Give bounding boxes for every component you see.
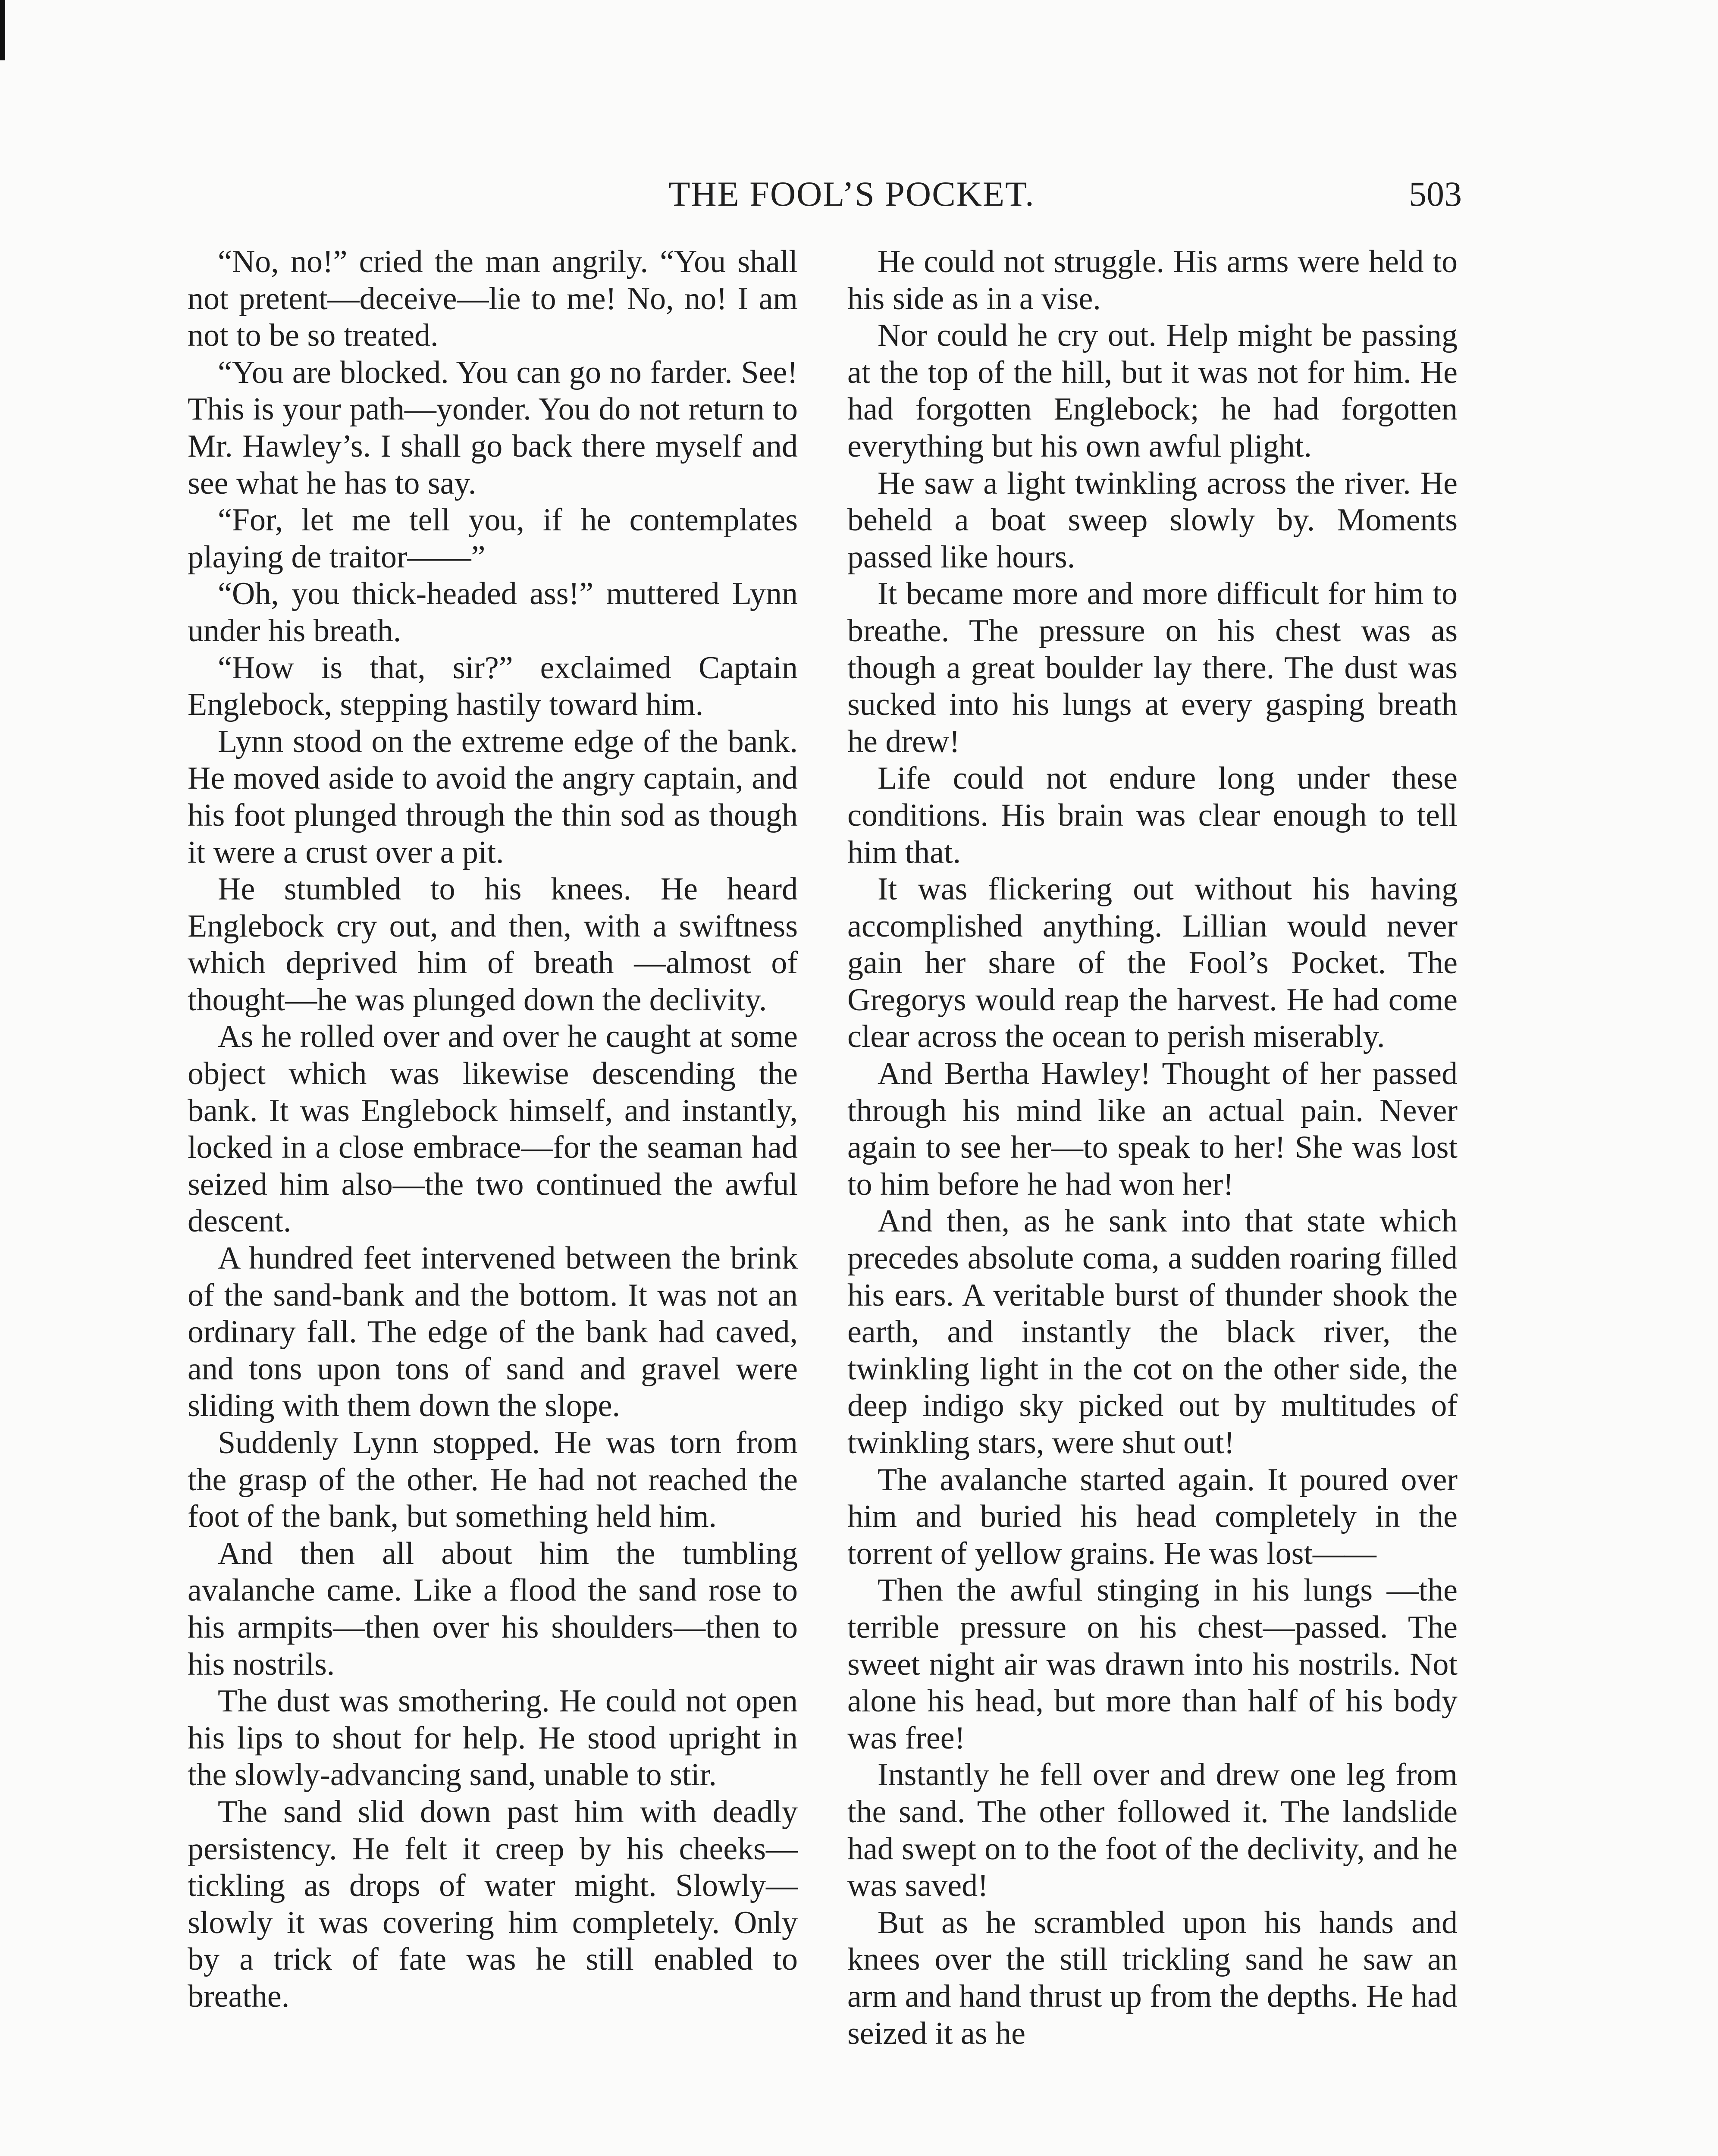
paragraph: As he rolled over and over he caught at some object which was likewise descending the bank. It was Englebock himself, and instantly, locked in a close embrace—for the seaman had seized him also—the two continued the awful descent. — [188, 1019, 798, 1239]
paragraph: The sand slid down past him with deadly persistency. He felt it creep by his cheeks—tickling as drops of water might. Slowly—slowly it was covering him completely. Only by a trick of fate was he still enabled to breathe. — [188, 1794, 798, 2014]
scan-edge-mark — [0, 0, 5, 60]
paragraph: And Bertha Hawley! Thought of her passed through his mind like an actual pain. Never again to see her—to speak to her! She was lost to him before he had won her! — [847, 1056, 1458, 1202]
paragraph: Nor could he cry out. Help might be passing at the top of the hill, but it was not for him. He had forgotten Englebock; he had forgotten everything but his own awful plight. — [847, 318, 1458, 464]
paragraph: He stumbled to his knees. He heard Englebock cry out, and then, with a swiftness which deprived him of breath —almost of thought—he was plunged down the declivity. — [188, 871, 798, 1018]
paragraph: He could not struggle. His arms were held to his side as in a vise. — [847, 244, 1458, 317]
paragraph: The dust was smothering. He could not open his lips to shout for help. He stood upright in the slowly-advancing sand, unable to stir. — [188, 1683, 798, 1793]
paragraph: Life could not endure long under these conditions. His brain was clear enough to tell him that. — [847, 761, 1458, 870]
paragraph: “No, no!” cried the man angrily. “You shall not pretent—deceive—lie to me! No, no! I am not to be so treated. — [188, 244, 798, 354]
paragraph: But as he scrambled upon his hands and knees over the still trickling sand he saw an arm and hand thrust up from the depths. He had seized it as he — [847, 1905, 1458, 2051]
paragraph: It was flickering out without his having accomplished anything. Lillian would never gain her share of the Fool’s Pocket. The Gregorys would reap the harvest. He had come clear across the ocean to perish miserably. — [847, 871, 1458, 1055]
paragraph: “For, let me tell you, if he contemplates playing de traitor——” — [188, 502, 798, 575]
paragraph: Lynn stood on the extreme edge of the bank. He moved aside to avoid the angry captain, and his foot plunged through the thin sod as though it were a crust over a pit. — [188, 724, 798, 870]
paragraph: “Oh, you thick-headed ass!” muttered Lynn under his breath. — [188, 576, 798, 649]
paragraph: “How is that, sir?” exclaimed Captain Englebock, stepping hastily toward him. — [188, 650, 798, 723]
paragraph: Suddenly Lynn stopped. He was torn from the grasp of the other. He had not reached the foot of the bank, but something held him. — [188, 1425, 798, 1535]
page-number: 503 — [1409, 174, 1462, 213]
paragraph: “You are blocked. You can go no farder. See! This is your path—yonder. You do not return to Mr. Hawley’s. I shall go back there myself and see what he has to say. — [188, 354, 798, 501]
paragraph: Instantly he fell over and drew one leg from the sand. The other followed it. The landslide had swept on to the foot of the declivity, and he was saved! — [847, 1757, 1458, 1904]
paragraph: And then, as he sank into that state which precedes absolute coma, a sudden roaring filled his ears. A veritable burst of thunder shook the earth, and instantly the black river, the twinkling light in the cot on the other side, the deep indigo sky picked out by multitudes of twinkling stars, were shut out! — [847, 1203, 1458, 1460]
paragraph: He saw a light twinkling across the river. He beheld a boat sweep slowly by. Moments passed like hours. — [847, 465, 1458, 575]
running-title: THE FOOL’S POCKET. — [668, 174, 1035, 213]
paragraph: A hundred feet intervened between the brink of the sand-bank and the bottom. It was not an ordinary fall. The edge of the bank had caved, and tons upon tons of sand and gravel were sliding with them down the slope. — [188, 1241, 798, 1424]
page-header — [241, 166, 1462, 218]
paragraph: The avalanche started again. It poured over him and buried his head completely in the torrent of yellow grains. He was lost—— — [847, 1462, 1458, 1571]
right-column — [847, 244, 1458, 2156]
paragraph: Then the awful stinging in his lungs —the terrible pressure on his chest—passed. The sweet night air was drawn into his nostrils. Not alone his head, but more than half of his body was free! — [847, 1573, 1458, 1756]
paragraph: It became more and more difficult for him to breathe. The pressure on his chest was as though a great boulder lay there. The dust was sucked into his lungs at every gasping breath he drew! — [847, 576, 1458, 759]
left-column — [188, 244, 798, 2156]
paragraph: And then all about him the tumbling avalanche came. Like a flood the sand rose to his armpits—then over his shoulders—then to his nostrils. — [188, 1536, 798, 1682]
